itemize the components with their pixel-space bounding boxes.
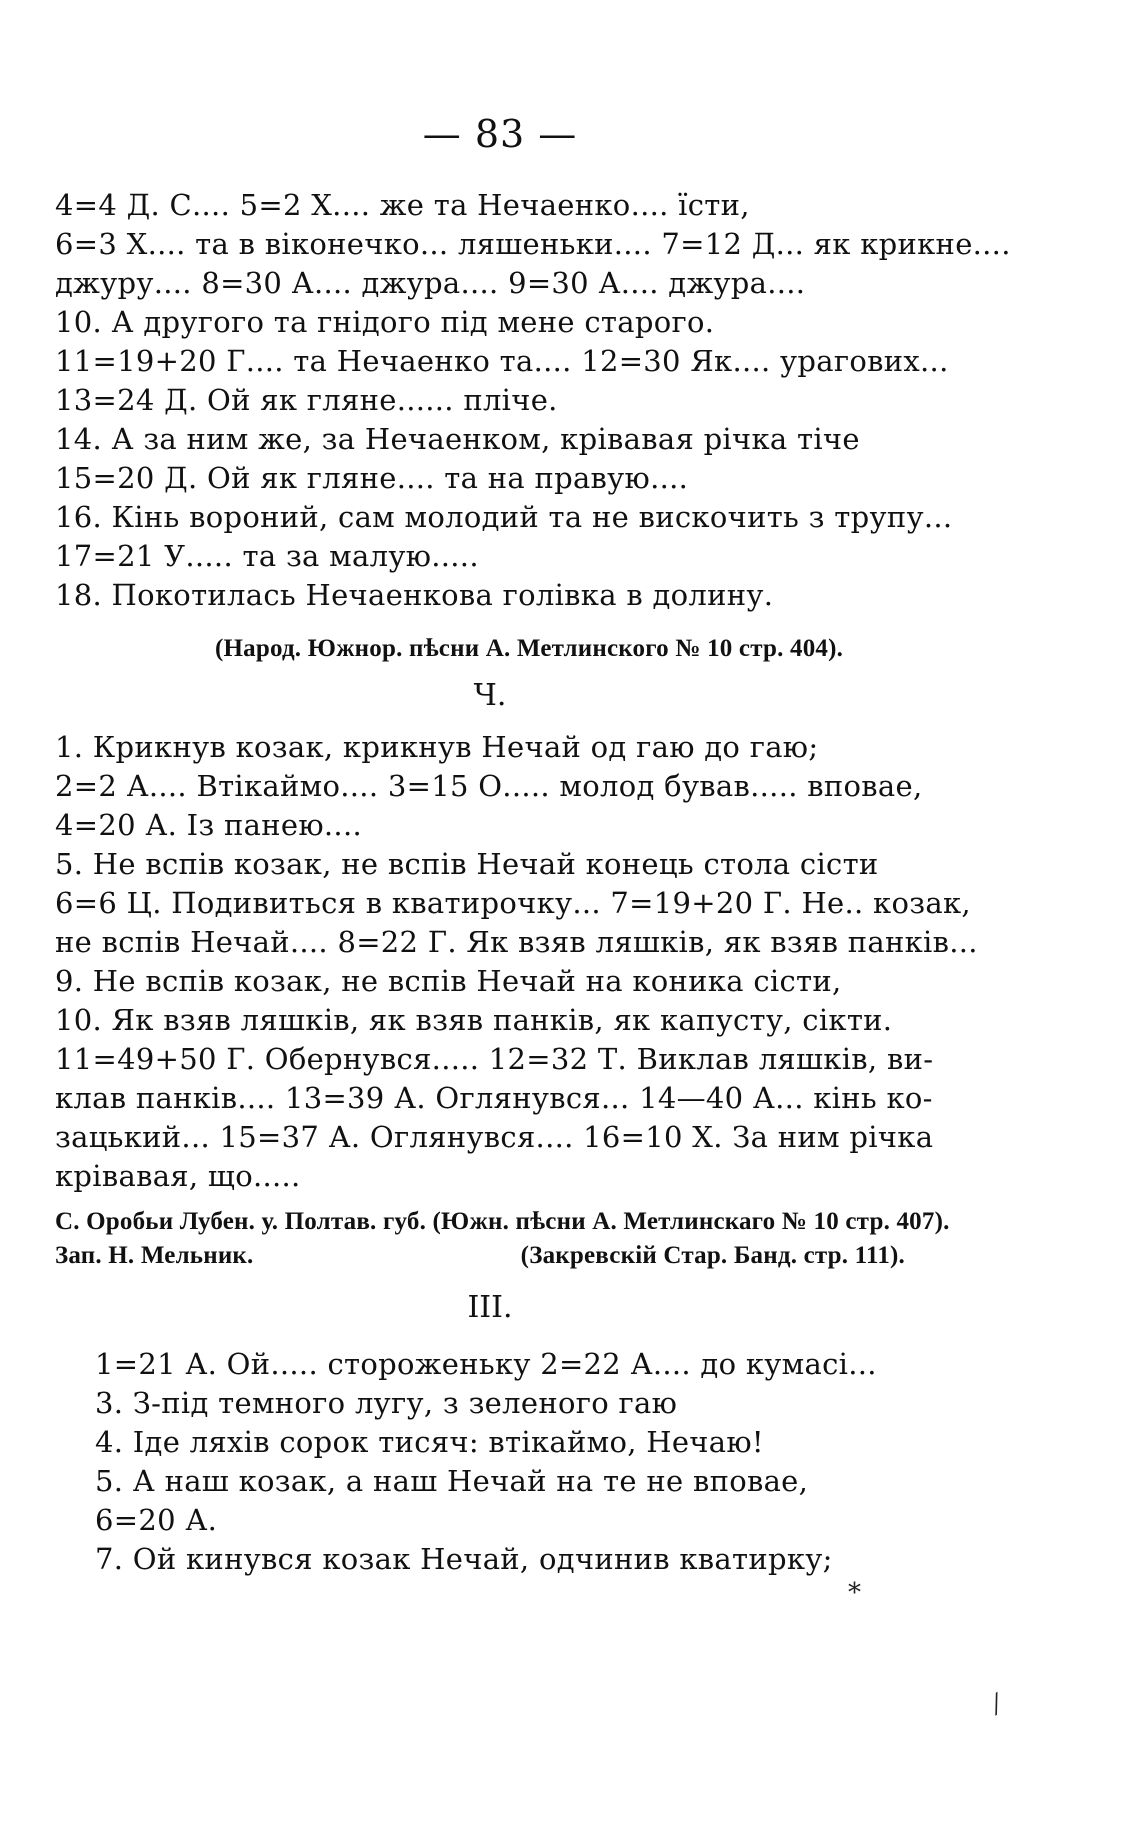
text-line: 6=6 Ц. Подивиться в кватирочку... 7=19+20 Г. Не.. козак, [55,886,971,920]
pen-stroke-mark-icon: ⁄ [987,1690,1007,1720]
text-line: 4=20 А. Із панею.... [55,808,362,842]
section-1 [55,186,1011,615]
source-row [55,1239,905,1273]
section-2 [55,728,978,1196]
text-line: 7. Ой кинувся козак Нечай, одчинив кватирку; [95,1542,833,1576]
text-line: 18. Покотилась Нечаенкова голівка в долину. [55,578,774,612]
text-line: 10. Як взяв ляшків, як взяв панків, як капусту, сікти. [55,1003,893,1037]
text-line: 2=2 А.... Втікаймо.... 3=15 О..... молод бував..... вповае, [55,769,923,803]
text-line: 5. Не вспів козак, не вспів Нечай конець стола сісти [55,847,879,881]
text-line: 4. Іде ляхів сорок тисяч: втікаймо, Нечаю! [95,1425,764,1459]
asterisk-mark-icon: * [848,1578,861,1608]
section-heading-ch: Ч. [473,678,507,713]
text-line: 1=21 А. Ой..... стороженьку 2=22 А.... до кумасі... [95,1347,877,1381]
text-line: 11=19+20 Г.... та Нечаенко та.... 12=30 Як.... урагових... [55,344,949,378]
source-line: С. Оробьи Лубен. у. Полтав. губ. (Южн. пѣсни А. Метлинскаго № 10 стр. 407). [55,1208,950,1235]
text-line: 14. А за ним же, за Нечаенком, крівавая річка тіче [55,422,860,456]
text-line: 15=20 Д. Ой як гляне.... та на правую.... [55,461,689,495]
text-line: 6=3 Х.... та в віконечко... ляшеньки.... 7=12 Д... як крикне.... [55,227,1011,261]
text-line: 11=49+50 Г. Обернувся..... 12=32 Т. Виклав ляшків, ви- [55,1042,934,1076]
text-line: 17=21 У..... та за малую..... [55,539,479,573]
text-line: 10. А другого та гнідого під мене старого. [55,305,715,339]
text-line: клав панків.... 13=39 А. Оглянувся... 14—40 А... кінь ко- [55,1081,933,1115]
source-citation-1: (Народ. Южнор. пѣсни А. Метлинского № 10 стр. 404). [215,635,844,662]
text-line: 5. А наш козак, а наш Нечай на те не вповае, [95,1464,809,1498]
section-heading-iii: III. [467,1290,513,1325]
text-line: зацький... 15=37 А. Оглянувся.... 16=10 Х. За ним річка [55,1120,934,1154]
text-line: не вспів Нечай.... 8=22 Г. Як взяв ляшків, як взяв панків... [55,925,978,959]
text-line: 4=4 Д. С.... 5=2 Х.... же та Нечаенко.... їсти, [55,188,750,222]
text-line: джуру.... 8=30 А.... джура.... 9=30 А.... джура.... [55,266,806,300]
text-line: 1. Крикнув козак, крикнув Нечай од гаю до гаю; [55,730,819,764]
text-line: 13=24 Д. Ой як гляне...... пліче. [55,383,558,417]
recorder-credit: Зап. Н. Мельник. [55,1242,254,1269]
text-line: крівавая, що..... [55,1159,301,1193]
section-3 [95,1345,995,1579]
page-number: — 83 — [422,112,578,156]
source-citation-2 [55,1205,955,1273]
text-line: 3. З-під темного лугу, з зеленого гаю [95,1386,678,1420]
text-line: 9. Не вспів козак, не вспів Нечай на коника сісти, [55,964,842,998]
text-line: 6=20 А. [95,1503,218,1537]
text-line: 16. Кінь вороний, сам молодий та не вискочить з трупу... [55,500,953,534]
source-reference: (Закревскій Стар. Банд. стр. 111). [520,1242,905,1269]
